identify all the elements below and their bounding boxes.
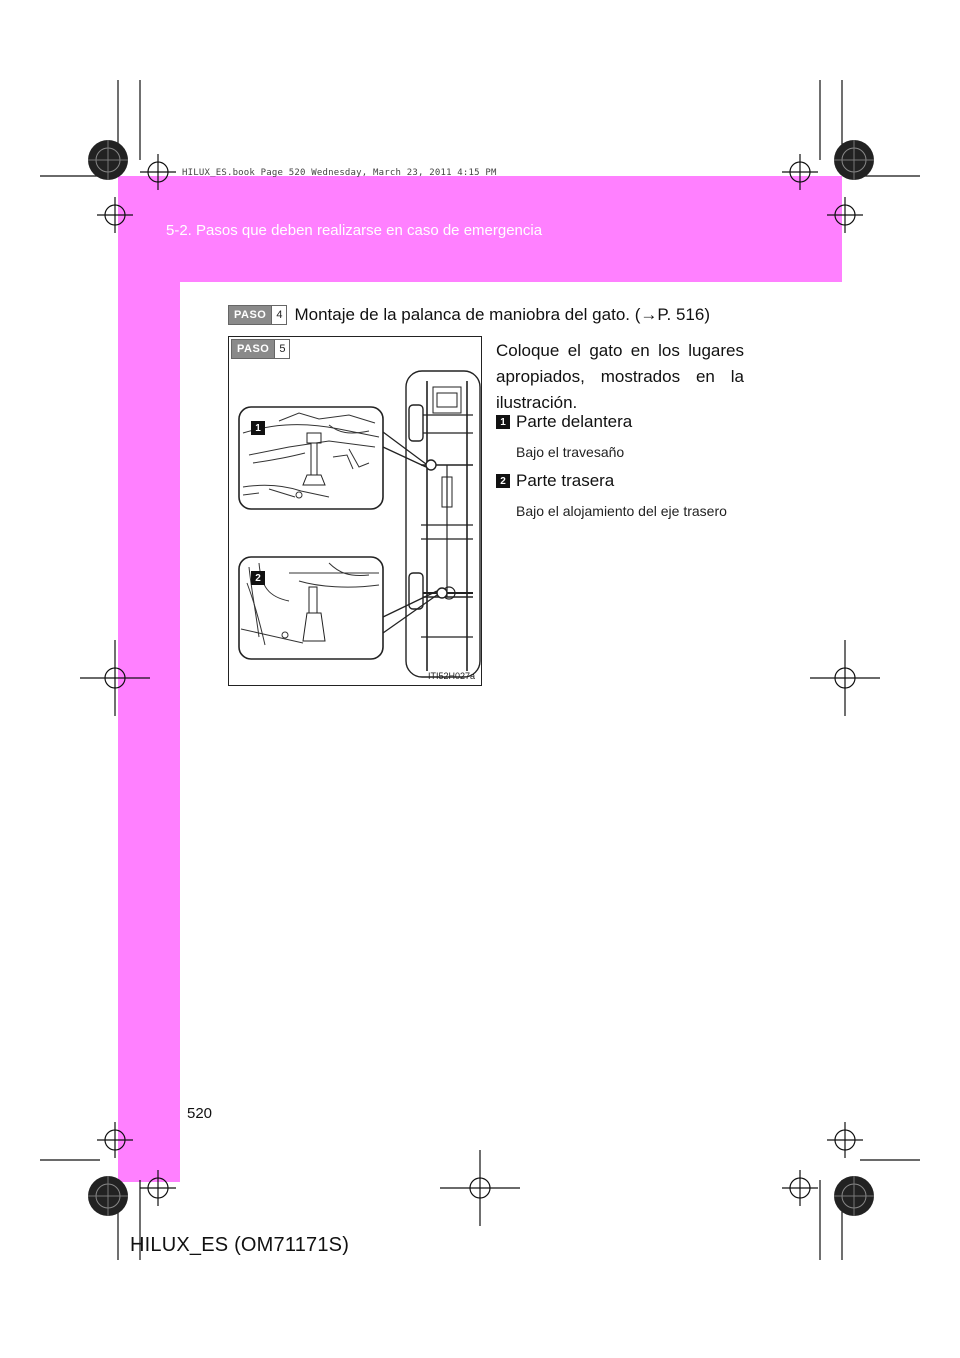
point-rear-description: Bajo el alojamiento del eje trasero [516, 503, 727, 519]
point-number: 2 [496, 474, 510, 488]
detail-2-marker: 2 [251, 571, 265, 585]
jack-placement-figure [228, 336, 482, 686]
point-rear [496, 471, 614, 491]
point-label: Parte delantera [516, 412, 633, 431]
step-badge-label: PASO [229, 306, 271, 324]
model-code: HILUX_ES (OM71171S) [130, 1234, 350, 1256]
section-title: 5-2. Pasos que deben realizarse en caso de emergencia [166, 222, 543, 239]
chassis-illustration [229, 337, 481, 685]
page-number: 520 [187, 1105, 213, 1122]
instruction-text: Coloque el gato en los lugares apropiados, mostrados en la ilustración. [496, 341, 744, 412]
step-badge [228, 305, 287, 325]
step-4-text: Montaje de la palanca de maniobra del gato. (→P. 516) [294, 305, 710, 324]
figure-code: ITI52H027a [427, 671, 475, 681]
step-badge-number: 4 [271, 306, 286, 324]
point-front [496, 412, 632, 432]
point-front-description: Bajo el travesaño [516, 444, 625, 460]
point-number: 1 [496, 415, 510, 429]
step-badge-number: 5 [274, 340, 289, 358]
step-4 [228, 305, 710, 325]
side-tab-band [118, 282, 180, 1182]
book-stamp: HILUX_ES.book Page 520 Wednesday, March 23, 2011 4:15 PM [182, 168, 497, 178]
point-label: Parte trasera [516, 471, 615, 490]
detail-1-marker: 1 [251, 421, 265, 435]
step-badge-label: PASO [232, 340, 274, 358]
